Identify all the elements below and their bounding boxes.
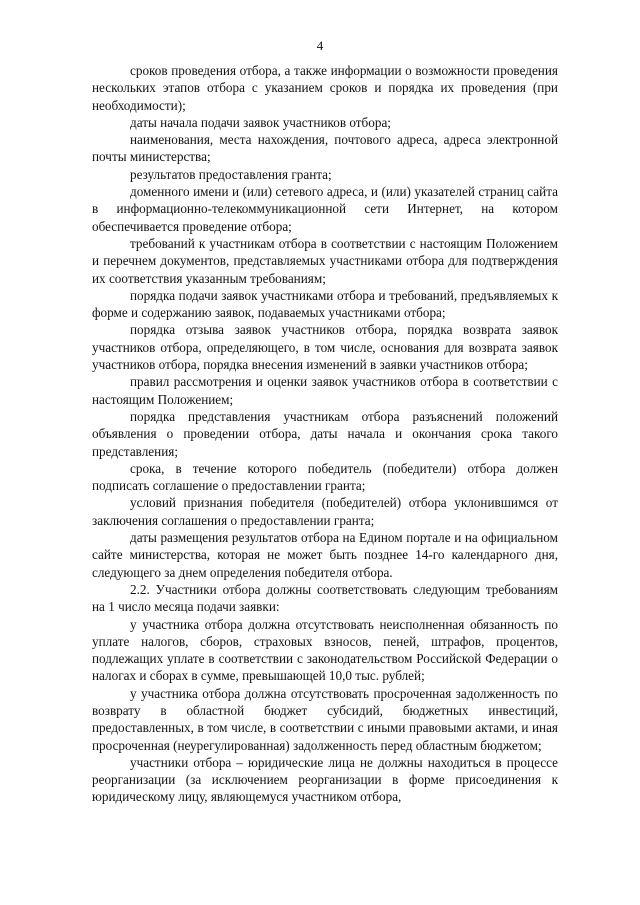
section-paragraph: 2.2. Участники отбора должны соответствовать следующим требованиям на 1 число месяца подачи заявки: xyxy=(92,581,558,615)
paragraph: результатов предоставления гранта; xyxy=(130,166,332,182)
paragraph: сроков проведения отбора, а также информации о возможности проведения нескольких этапов отбора с указанием сроков и порядка их проведения (при необходимости); xyxy=(92,63,558,113)
document-body xyxy=(92,62,558,806)
paragraph: порядка подачи заявок участниками отбора и требований, предъявляемых к форме и содержанию заявок, подаваемых участниками отбора; xyxy=(92,287,558,321)
paragraph: правил рассмотрения и оценки заявок участников отбора в соответствии с настоящим Положением; xyxy=(92,374,558,407)
paragraph: даты начала подачи заявок участников отбора; xyxy=(130,114,391,130)
paragraph: даты размещения результатов отбора на Едином портале и на официальном сайте министерства, которая не может быть позднее 14-го календарного дня, следующего за днем определения победителя отбора. xyxy=(92,530,558,580)
paragraph: участники отбора – юридические лица не должны находиться в процессе реорганизации (за исключением реорганизации в форме присоединения к юридическому лицу, являющемуся участником отбора, xyxy=(92,754,558,805)
paragraph: у участника отбора должна отсутствовать неисполненная обязанность по уплате налогов, сборов, страховых взносов, пеней, штрафов, процентов, подлежащих уплате в соответствии с законодательством Российской Федерации о налогах и сборах в сумме, превышающей 10,0 тыс. рублей; xyxy=(92,616,558,684)
paragraph: порядка отзыва заявок участников отбора, порядка возврата заявок участников отбора, определяющего, в том числе, основания для возврата заявок участников отбора, порядка внесения изменений в заявки участников отбора; xyxy=(92,322,558,373)
paragraph: требований к участникам отбора в соответствии с настоящим Положением и перечнем документов, представляемых участниками отбора для подтверждения их соответствия указанным требованиям; xyxy=(92,235,558,286)
paragraph: у участника отбора должна отсутствовать просроченная задолженность по возврату в областной бюджет субсидий, бюджетных инвестиций, предоставленных, в том числе, в соответствии с иными правовыми актами, и иная просроченная (неурегулированная) задолженность перед областным бюджетом; xyxy=(92,685,558,753)
paragraph: наименования, места нахождения, почтового адреса, адреса электронной почты министерства; xyxy=(92,132,558,165)
page-number: 4 xyxy=(316,38,324,53)
paragraph: срока, в течение которого победитель (победители) отбора должен подписать соглашение о предоставлении гранта; xyxy=(92,460,558,494)
paragraph: доменного имени и (или) сетевого адреса, и (или) указателей страниц сайта в информационно-телекоммуникационной сети Интернет, на котором обеспечивается проведение отбора; xyxy=(92,184,558,234)
paragraph: условий признания победителя (победителей) отбора уклонившимся от заключения соглашения о предоставлении гранта; xyxy=(92,495,558,528)
paragraph: порядка представления участникам отбора разъяснений положений объявления о проведении отбора, даты начала и окончания срока такого представления; xyxy=(92,408,558,459)
